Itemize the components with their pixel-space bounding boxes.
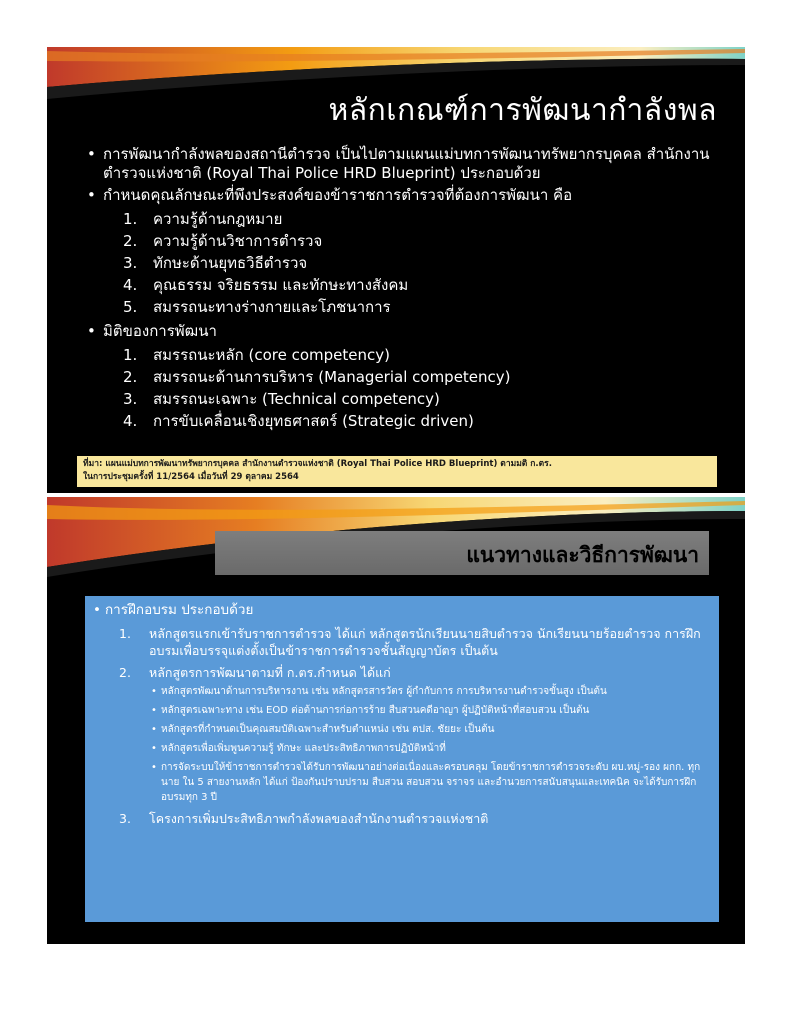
dimensions-list bbox=[87, 344, 727, 432]
slide-title: หลักเกณฑ์การพัฒนากำลังพล bbox=[328, 93, 717, 128]
slide-development-methods bbox=[47, 497, 745, 944]
list-item: 4. คุณธรรม จริยธรรม และทักษะทางสังคม bbox=[123, 276, 409, 294]
source-note bbox=[77, 456, 717, 487]
bullet-item bbox=[87, 322, 727, 341]
slide-hrd-criteria bbox=[47, 47, 745, 493]
bullet-dot-icon: • bbox=[151, 743, 157, 754]
sub-item: • หลักสูตรเฉพาะทาง เช่น EOD ต่อต้านการก่อการร้าย สืบสวนคดีอาญา ผู้ปฏิบัติหน้าที่สอบสวน เป็นต้น bbox=[151, 705, 590, 716]
bullet-dot-icon: • bbox=[87, 186, 96, 204]
list-item: 2. สมรรถนะด้านการบริหาร (Managerial competency) bbox=[123, 368, 511, 386]
bullet-text: มิติของการพัฒนา bbox=[103, 322, 217, 340]
sub-item: • การจัดระบบให้ข้าราชการตำรวจได้รับการพัฒนาอย่างต่อเนื่องและครอบคลุม โดยข้าราชการตำรวจระดับ ผบ.หมู่-รอง ผกก. ทุกนาย ใน 5 สายงานหลัก ได้แก่ ป้องกันปราบปราม สืบสวน สอบสวน จราจร และอำนวยการสนับสนุนและเทคนิค จะได้รับการฝึกอบรมทุก 3 ปี bbox=[151, 762, 701, 803]
sub-item: • หลักสูตรที่กำหนดเป็นคุณสมบัติเฉพาะสำหรับตำแหน่ง เช่น ตปส. ชัยยะ เป็นต้น bbox=[151, 724, 495, 735]
bullet-text: กำหนดคุณลักษณะที่พึงประสงค์ของข้าราชการตำรวจที่ต้องการพัฒนา คือ bbox=[103, 186, 573, 204]
list-item: 3. สมรรถนะเฉพาะ (Technical competency) bbox=[123, 390, 440, 408]
sub-list bbox=[151, 684, 711, 805]
content-box bbox=[85, 596, 719, 922]
list-item: 2. ความรู้ด้านวิชาการตำรวจ bbox=[123, 232, 323, 250]
slide-body bbox=[87, 145, 727, 436]
bullet-dot-icon: • bbox=[151, 724, 157, 735]
bullet-dot-icon: • bbox=[151, 762, 157, 773]
bullet-dot-icon: • bbox=[87, 322, 96, 340]
list-item: 5. สมรรถนะทางร่างกายและโภชนาการ bbox=[123, 298, 391, 316]
list-item: 3. ทักษะด้านยุทธวิธีตำรวจ bbox=[123, 254, 308, 272]
bullet-item bbox=[87, 145, 727, 183]
list-item: 1. หลักสูตรแรกเข้ารับราชการตำรวจ ได้แก่ หลักสูตรนักเรียนนายสิบตำรวจ นักเรียนนายร้อยตำรวจ การฝึกอบรมเพื่อบรรจุแต่งตั้งเป็นข้าราชการตำรวจชั้นสัญญาบัตร เป็นต้น bbox=[119, 626, 701, 658]
source-line: ในการประชุมครั้งที่ 11/2564 เมื่อวันที่ 29 ตุลาคม 2564 bbox=[83, 472, 299, 482]
slide-title: แนวทางและวิธีการพัฒนา bbox=[466, 543, 699, 567]
training-heading: • การฝึกอบรม ประกอบด้วย bbox=[93, 602, 254, 618]
source-line: ที่มา: แผนแม่บทการพัฒนาทรัพยากรบุคคล สำนักงานตำรวจแห่งชาติ (Royal Thai Police HRD Blueprint) ตามมติ ก.ตร. bbox=[83, 459, 552, 469]
list-item: 4. การขับเคลื่อนเชิงยุทธศาสตร์ (Strategic driven) bbox=[123, 412, 474, 430]
bullet-dot-icon: • bbox=[87, 145, 96, 163]
bullet-dot-icon: • bbox=[93, 602, 101, 618]
title-bar bbox=[215, 531, 709, 575]
bullet-text: การพัฒนากำลังพลของสถานีตำรวจ เป็นไปตามแผนแม่บทการพัฒนาทรัพยากรบุคคล สำนักงานตำรวจแห่งชาติ (Royal Thai Police HRD Blueprint) ประกอบด้วย bbox=[103, 145, 710, 182]
bullet-dot-icon: • bbox=[151, 705, 157, 716]
list-item: 3. โครงการเพิ่มประสิทธิภาพกำลังพลของสำนักงานตำรวจแห่งชาติ bbox=[119, 811, 489, 826]
sub-item: • หลักสูตรเพื่อเพิ่มพูนความรู้ ทักษะ และประสิทธิภาพการปฏิบัติหน้าที่ bbox=[151, 743, 446, 754]
qualities-list bbox=[87, 208, 727, 318]
list-item: 1. ความรู้ด้านกฎหมาย bbox=[123, 210, 283, 228]
sub-item: • หลักสูตรพัฒนาด้านการบริหารงาน เช่น หลักสูตรสารวัตร ผู้กำกับการ การบริหารงานตำรวจขั้นสูง เป็นต้น bbox=[151, 686, 607, 697]
bullet-dot-icon: • bbox=[151, 686, 157, 697]
bullet-item bbox=[87, 186, 727, 205]
list-item: 1. สมรรถนะหลัก (core competency) bbox=[123, 346, 390, 364]
list-item: 2. หลักสูตรการพัฒนาตามที่ ก.ตร.กำหนด ได้แก่ bbox=[119, 665, 391, 680]
